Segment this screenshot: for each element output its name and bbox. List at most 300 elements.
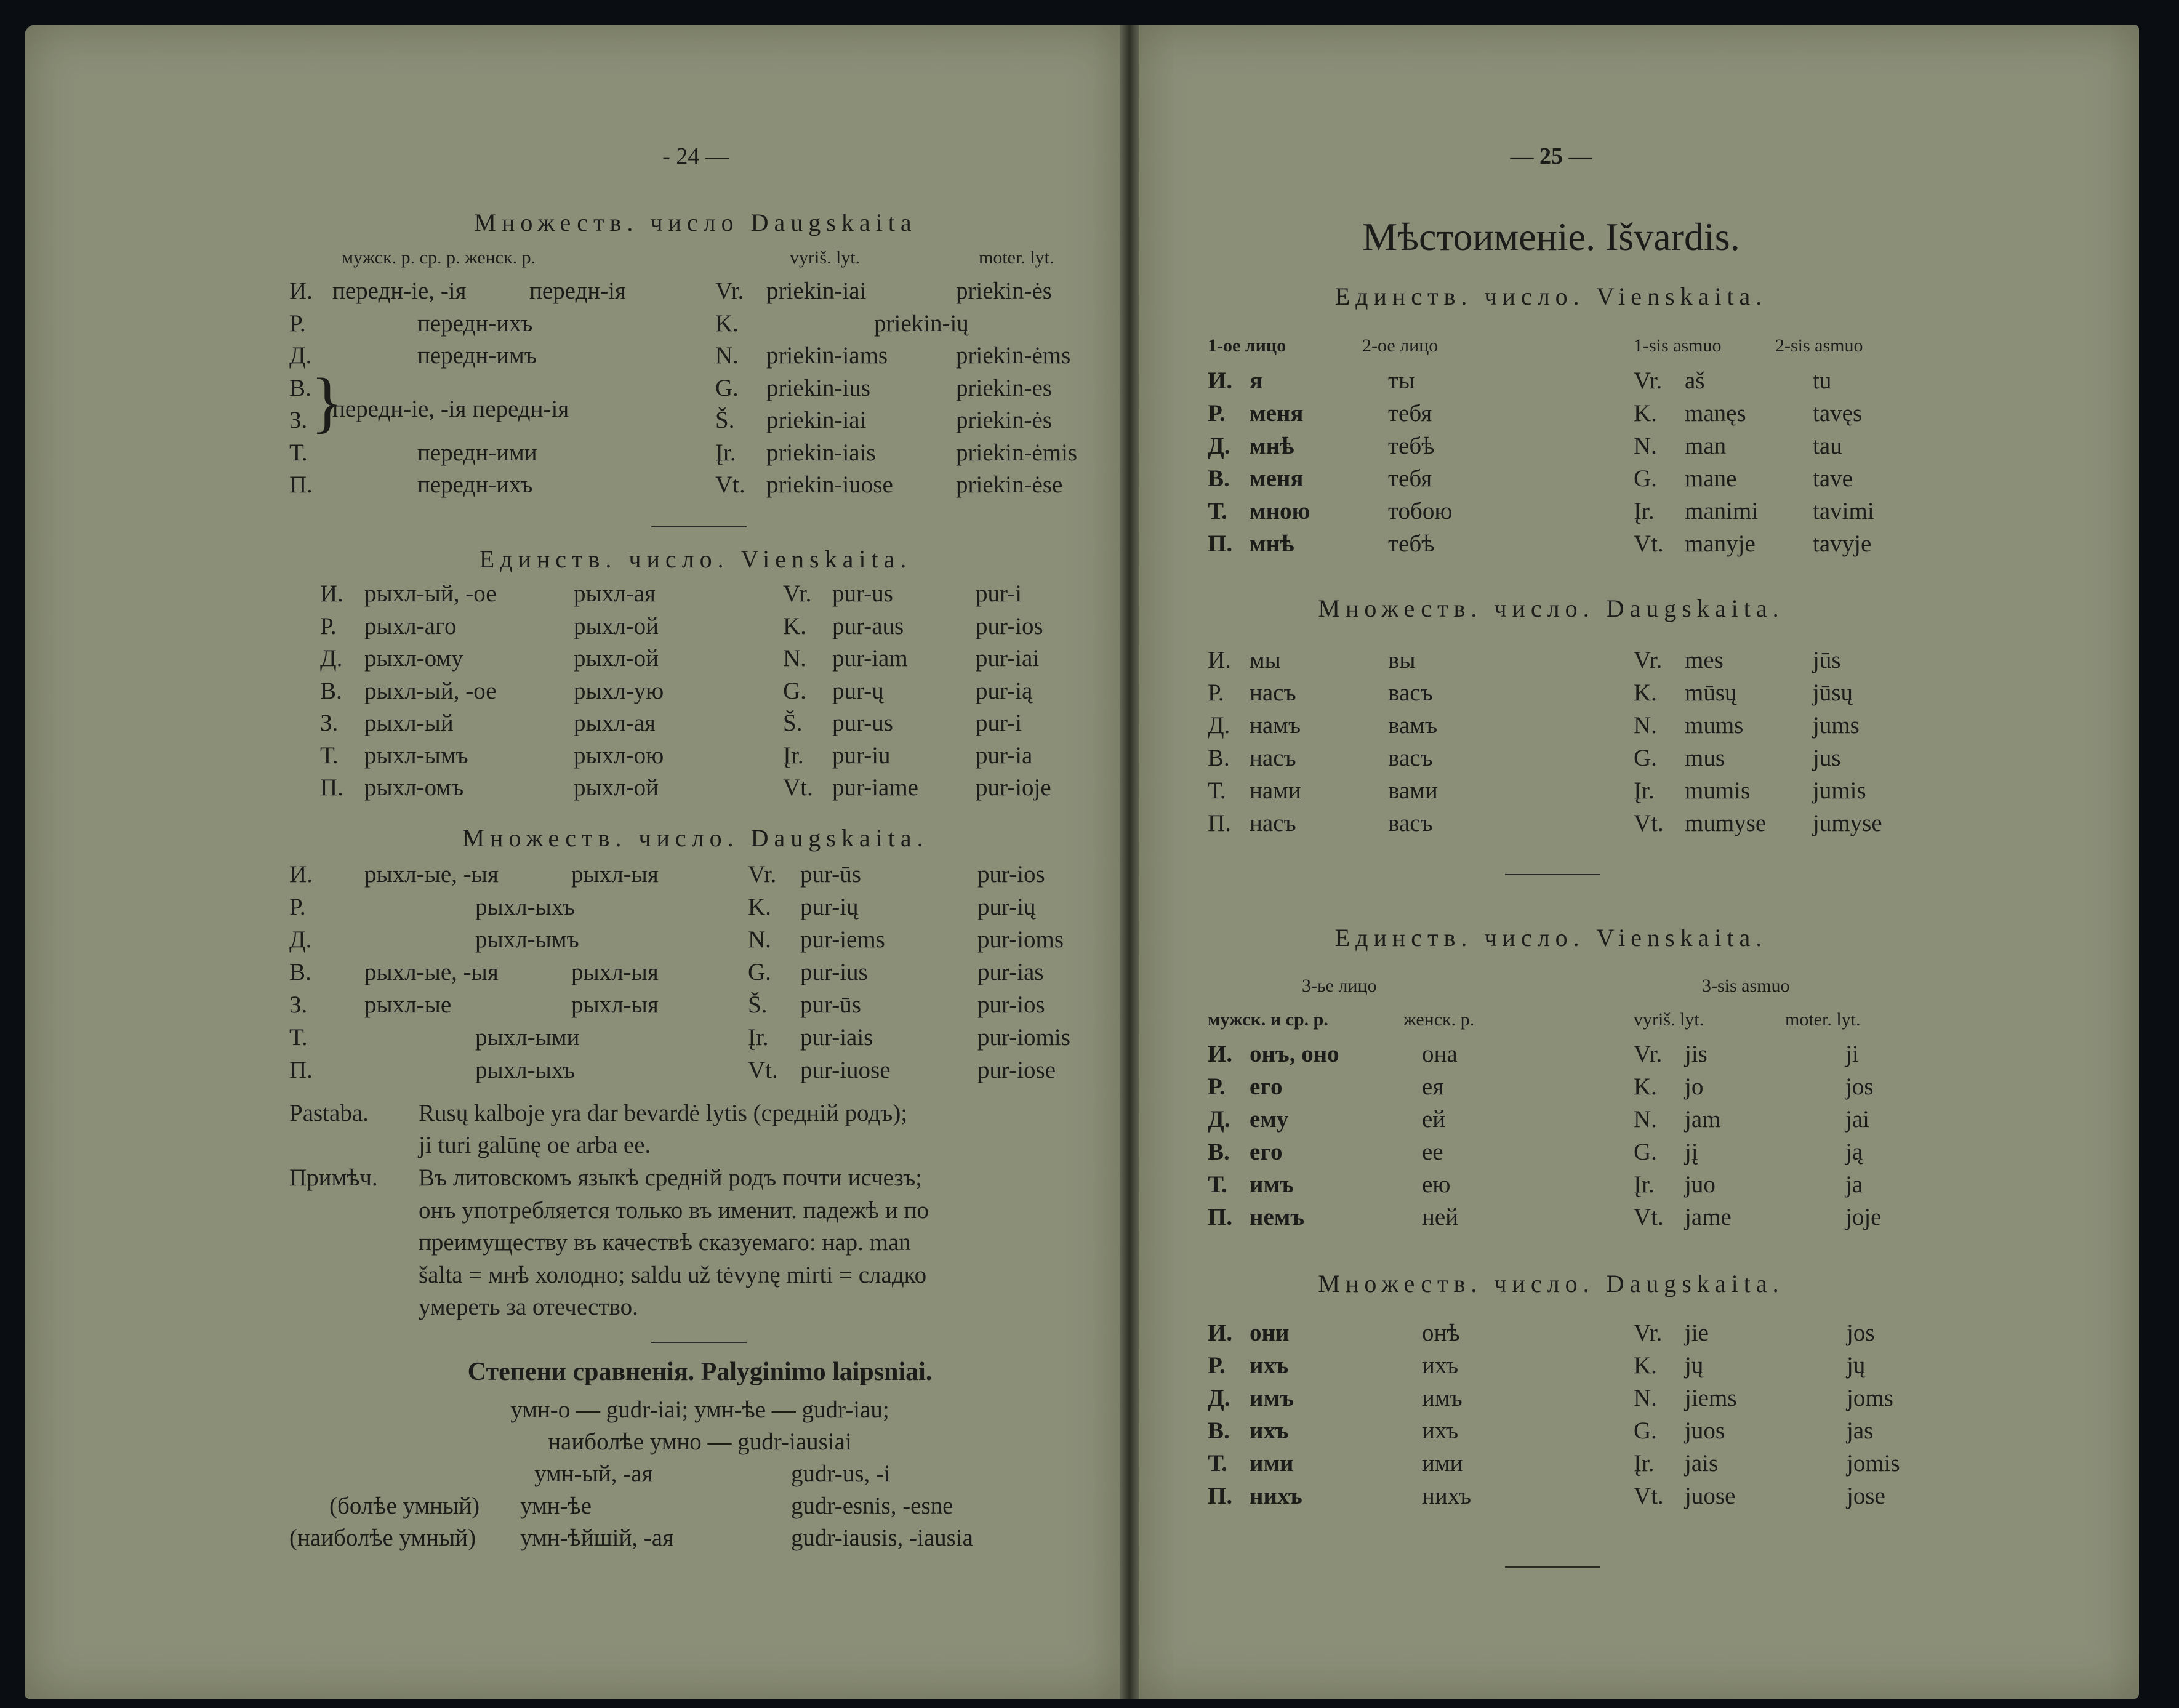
ru-form-a: имъ <box>1250 1385 1294 1411</box>
left-plural-header: Множеств. число Daugskaita <box>474 209 917 236</box>
case-label: Р. <box>1208 400 1226 427</box>
comparison-ru: умн-ый, -ая <box>534 1461 653 1487</box>
ru-form-a: онъ, оно <box>1250 1041 1339 1067</box>
lt-case-label: K. <box>1634 1073 1657 1100</box>
ru-form-b: тебѣ <box>1388 531 1435 557</box>
lt-case-label: N. <box>1634 1106 1657 1133</box>
case-label: Д. <box>1208 1385 1230 1411</box>
case-label: Р. <box>1208 1352 1226 1379</box>
case-label: В. <box>289 374 311 401</box>
case-label: Д. <box>289 926 312 953</box>
ru-masc-form: передн-ими <box>417 439 537 466</box>
lt-form-b: joje <box>1845 1204 1882 1230</box>
ru-form-a: нихъ <box>1250 1483 1302 1509</box>
lt-masc-form: pur-iame <box>832 774 918 801</box>
lt-masc-form: priekin-iuose <box>766 471 893 498</box>
lt-case-label: Įr. <box>1634 498 1655 524</box>
lt-form-b: jos <box>1847 1320 1875 1346</box>
lt-form-a: jais <box>1685 1450 1719 1477</box>
lt-case-label: K. <box>715 310 739 337</box>
case-label: В. <box>1208 745 1230 771</box>
lt-fem-form: pur-ios <box>976 612 1043 639</box>
ru-masc-form: рыхл-ые, -ыя <box>364 861 499 888</box>
book-gutter <box>1120 25 1139 1699</box>
case-label: П. <box>1208 531 1233 557</box>
ru-form-b: вы <box>1388 647 1416 673</box>
lt-form-b: jūs <box>1813 647 1841 673</box>
lt-masc-form: pur-iam <box>832 645 908 672</box>
right-sg-header: Единств. число. Vienskaita. <box>1334 283 1768 310</box>
lt-form-a: mes <box>1685 647 1724 673</box>
lt-form-b: jumyse <box>1813 810 1882 836</box>
lt-fem-form: priekin-ėmis <box>956 439 1078 466</box>
ru-form-b: ими <box>1422 1450 1463 1477</box>
lt-form-b: tavimi <box>1813 498 1874 524</box>
lt-form-a: jame <box>1685 1204 1732 1230</box>
case-label: П. <box>1208 1204 1233 1230</box>
lt-case-label: N. <box>1634 712 1657 739</box>
lt-form-b: ji <box>1845 1041 1859 1067</box>
lt-masc-form: priekin-iais <box>766 439 876 466</box>
lt-case-label: Š. <box>715 407 735 433</box>
ru-form-b: вамъ <box>1388 712 1438 739</box>
comparison-line-1: умн-о — gudr-iai; умн-ѣе — gudr-iau; <box>510 1397 889 1423</box>
col-head-fem-ru: женск. р. <box>1403 1009 1475 1030</box>
lt-masc-form: pur-ių <box>800 894 859 920</box>
lt-case-label: Įr. <box>748 1024 769 1051</box>
ru-fem-form: рыхл-ой <box>574 774 659 801</box>
lt-case-label: Vr. <box>748 861 777 888</box>
lt-case-label: G. <box>715 374 739 401</box>
lt-form-b: jai <box>1845 1106 1869 1133</box>
plural-vz-forms: передн-іе, -ія передн-ія <box>332 396 569 422</box>
lt-form-a: jų <box>1685 1352 1704 1379</box>
lt-form-b: joms <box>1847 1385 1893 1411</box>
case-label: В. <box>289 959 311 985</box>
ru-form-b: ее <box>1422 1139 1443 1165</box>
case-label: Д. <box>289 342 312 369</box>
ru-form-b: ней <box>1422 1204 1459 1230</box>
ru-fem-form: рыхл-ой <box>574 645 659 672</box>
ru-form-a: мною <box>1250 498 1310 524</box>
case-label: И. <box>320 580 343 607</box>
lt-fem-form: pur-ią <box>976 677 1033 704</box>
lt-form-b: tu <box>1813 367 1832 394</box>
lt-case-label: K. <box>1634 680 1657 706</box>
lt-case-label: Vt. <box>715 471 745 498</box>
ru-masc-form: рыхл-ыхъ <box>475 1057 576 1083</box>
lt-case-label: Įr. <box>1634 1171 1655 1198</box>
lt-form-b: tau <box>1813 433 1842 459</box>
section-divider <box>651 1342 747 1343</box>
lt-case-label: N. <box>1634 1385 1657 1411</box>
lt-case-label: G. <box>1634 465 1657 492</box>
right-pl-header: Множеств. число. Daugskaita. <box>1318 595 1784 622</box>
case-label: Т. <box>320 742 339 769</box>
ru-fem-form: рыхл-ая <box>574 580 656 607</box>
lt-form-a: manimi <box>1685 498 1759 524</box>
case-label: Р. <box>289 894 306 920</box>
case-label: Т. <box>1208 498 1227 524</box>
ru-form-a: его <box>1250 1139 1283 1165</box>
lt-form-a: juo <box>1685 1171 1716 1198</box>
ru-masc-form: рыхл-ымъ <box>475 926 579 953</box>
lt-case-label: G. <box>783 677 806 704</box>
lt-form-a: jį <box>1685 1139 1698 1165</box>
lt-fem-form: pur-i <box>976 580 1022 607</box>
case-label: Т. <box>1208 1171 1227 1198</box>
comparison-lt: gudr-esnis, -esne <box>791 1493 953 1519</box>
lt-case-label: Įr. <box>1634 777 1655 804</box>
primech-line: Въ литовскомъ языкѣ средній родъ почти исчезъ; <box>419 1165 923 1191</box>
lt-case-label: Vt. <box>1634 1204 1664 1230</box>
lt-form-a: juose <box>1685 1483 1736 1509</box>
lt-masc-form: pur-aus <box>832 612 904 639</box>
lt-form-a: juos <box>1685 1417 1725 1444</box>
plural-gender-lt-f: moter. lyt. <box>979 247 1054 268</box>
case-label: Т. <box>1208 1450 1227 1477</box>
lt-case-label: Vt. <box>783 774 813 801</box>
ru-masc-form: рыхл-ыхъ <box>475 894 576 920</box>
ru-masc-form: рыхл-ымъ <box>364 742 468 769</box>
col-head-2nd-ru: 2-ое лицо <box>1362 335 1439 356</box>
ru-form-a: мы <box>1250 647 1281 673</box>
col-head-1st-ru: 1-ое лицо <box>1208 335 1286 356</box>
lt-form-a: mūsų <box>1685 680 1737 706</box>
case-label: Д. <box>1208 712 1230 739</box>
right-page <box>1139 25 2139 1699</box>
lt-masc-form: pur-ų <box>832 677 884 704</box>
ru-masc-form: рыхл-ыми <box>475 1024 580 1051</box>
lt-case-label: K. <box>783 612 806 639</box>
lt-case-label: G. <box>1634 1417 1657 1444</box>
lt-case-label: Įr. <box>783 742 804 769</box>
lt-case-label: K. <box>748 894 771 920</box>
ru-form-b: тобою <box>1388 498 1453 524</box>
lt-case-label: Š. <box>783 710 803 736</box>
ru-fem-form: рыхл-ою <box>574 742 664 769</box>
section-divider <box>651 526 747 527</box>
case-label: В. <box>320 677 342 704</box>
case-label: Д. <box>1208 433 1230 459</box>
case-label: П. <box>1208 810 1231 836</box>
lt-case-label: N. <box>715 342 739 369</box>
ru-masc-form: рыхл-ый, -ое <box>364 677 497 704</box>
ru-form-a: мнѣ <box>1250 531 1294 557</box>
lt-case-label: Vr. <box>1634 1320 1663 1346</box>
ru-form-a: ихъ <box>1250 1417 1289 1444</box>
lt-form-a: manęs <box>1685 400 1746 427</box>
lt-case-label: N. <box>748 926 771 953</box>
lt-fem-form: pur-ias <box>977 959 1044 985</box>
ru-masc-form: рыхл-ые, -ыя <box>364 959 499 985</box>
lt-form-a: jis <box>1685 1041 1707 1067</box>
lt-case-label: Š. <box>748 992 768 1018</box>
section-divider <box>1505 874 1600 875</box>
right-sg3-header: Единств. число. Vienskaita. <box>1334 924 1768 952</box>
comparison-lt: gudr-iausis, -iausia <box>791 1525 973 1551</box>
lt-case-label: Vr. <box>1634 647 1663 673</box>
pronoun-title: Мѣстоименіе. Išvardis. <box>1362 215 1740 259</box>
primech-line: преимуществу въ качествѣ сказуемаго: нар. man <box>419 1229 911 1256</box>
lt-case-label: N. <box>1634 433 1657 459</box>
ru-form-a: насъ <box>1250 745 1296 771</box>
case-label: И. <box>1208 1320 1233 1346</box>
lt-masc-form: priekin-iams <box>766 342 888 369</box>
ru-form-b: тебя <box>1388 465 1432 492</box>
lt-fem-form: priekin-ės <box>956 407 1052 433</box>
ru-form-b: нихъ <box>1422 1483 1471 1509</box>
case-label: В. <box>1208 1417 1230 1444</box>
primech-line: онъ употребляется только въ именит. падежѣ и по <box>419 1197 929 1224</box>
lt-masc-form: pur-us <box>832 710 893 736</box>
ru-masc-form: рыхл-ые <box>364 992 452 1018</box>
sg3-person-lt: 3-sis asmuo <box>1702 976 1790 996</box>
lt-fem-form: pur-ių <box>977 894 1036 920</box>
lt-form-b: ją <box>1845 1139 1863 1165</box>
lt-form-b: jumis <box>1813 777 1866 804</box>
case-label: Д. <box>1208 1106 1230 1133</box>
ru-form-a: ими <box>1250 1450 1294 1477</box>
lt-form-b: jus <box>1813 745 1841 771</box>
col-head-fem-lt: moter. lyt. <box>1785 1009 1861 1030</box>
sg3-person-ru: 3-ье лицо <box>1302 976 1377 996</box>
comparison-label: (болѣе умный) <box>329 1493 480 1519</box>
col-head-masc-ru: мужск. и ср. р. <box>1208 1009 1328 1030</box>
lt-case-label: K. <box>1634 400 1657 427</box>
case-label: З. <box>320 710 339 736</box>
case-label: И. <box>1208 1041 1233 1067</box>
left-page-number: - 24 — <box>662 143 729 169</box>
ru-form-b: ею <box>1422 1171 1451 1198</box>
ru-fem-form: рыхл-ой <box>574 612 659 639</box>
comparison-lt: gudr-us, -i <box>791 1461 891 1487</box>
lt-form-b: jūsų <box>1813 680 1853 706</box>
lt-form-b: tavyje <box>1813 531 1872 557</box>
pastaba-line-1: Rusų kalboje yra dar bevardė lytis (средній родъ); <box>419 1100 908 1126</box>
case-label: Р. <box>1208 680 1224 706</box>
lt-form-b: tavęs <box>1813 400 1863 427</box>
lt-masc-form: pur-iais <box>800 1024 873 1051</box>
lt-case-label: G. <box>1634 1139 1657 1165</box>
lt-form-a: mumis <box>1685 777 1751 804</box>
col-head-2nd-lt: 2-sis asmuo <box>1775 335 1863 356</box>
lt-form-b: jas <box>1847 1417 1874 1444</box>
lt-masc-form: priekin-ius <box>766 374 870 401</box>
lt-fem-form: priekin-ės <box>956 278 1052 304</box>
ru-masc-form: рыхл-ый, -ое <box>364 580 497 607</box>
ru-fem-form: рыхл-ыя <box>571 992 659 1018</box>
ru-form-b: тебѣ <box>1388 433 1435 459</box>
ru-form-a: ихъ <box>1250 1352 1289 1379</box>
lt-masc-form: pur-iuose <box>800 1057 891 1083</box>
ru-form-a: ему <box>1250 1106 1289 1133</box>
case-label: Р. <box>320 612 337 639</box>
col-head-masc-lt: vyriš. lyt. <box>1634 1009 1704 1030</box>
ru-form-b: ихъ <box>1422 1352 1459 1379</box>
lt-form-a: jiems <box>1685 1385 1737 1411</box>
pastaba-label: Pastaba. <box>289 1100 369 1126</box>
ru-fem-form: передн-ія <box>529 278 626 304</box>
ru-fem-form: рыхл-ыя <box>571 959 659 985</box>
ru-form-b: ея <box>1422 1073 1444 1100</box>
ru-masc-form: передн-ихъ <box>417 471 533 498</box>
right-page-number: — 25 — <box>1510 143 1592 169</box>
lt-form-a: jam <box>1685 1106 1721 1133</box>
ru-masc-form: рыхл-ому <box>364 645 463 672</box>
comparison-title: Степени сравненія. Palyginimo laipsniai. <box>467 1358 933 1386</box>
left-singular-header: Единств. число. Vienskaita. <box>479 545 912 573</box>
ru-form-b: имъ <box>1422 1385 1463 1411</box>
plural-gender-lt-m: vyriš. lyt. <box>790 247 861 268</box>
comparison-label: (наиболѣе умный) <box>289 1525 476 1551</box>
ru-fem-form: рыхл-ыя <box>571 861 659 888</box>
case-label: В. <box>1208 465 1230 492</box>
lt-fem-form: pur-ios <box>977 861 1045 888</box>
lt-form-a: manyje <box>1685 531 1756 557</box>
lt-case-label: Vt. <box>1634 1483 1664 1509</box>
lt-case-label: Įr. <box>715 439 736 466</box>
lt-form-a: mane <box>1685 465 1737 492</box>
ru-form-a: нами <box>1250 777 1301 804</box>
lt-form-b: jos <box>1845 1073 1874 1100</box>
case-label: П. <box>1208 1483 1233 1509</box>
lt-fem-form: priekin-ėms <box>956 342 1071 369</box>
lt-case-label: N. <box>783 645 806 672</box>
lt-masc-form: pur-ius <box>800 959 868 985</box>
ru-masc-form: передн-іе, -ія <box>332 278 467 304</box>
case-label: И. <box>1208 367 1233 394</box>
lt-fem-form: pur-ia <box>976 742 1033 769</box>
case-label: Т. <box>289 1024 308 1051</box>
lt-fem-form: pur-iose <box>977 1057 1056 1083</box>
lt-form-a: aš <box>1685 367 1705 394</box>
brace: } <box>311 364 343 439</box>
lt-form-a: man <box>1685 433 1727 459</box>
lt-form-a: jie <box>1685 1320 1709 1346</box>
lt-masc-form: pur-ūs <box>800 861 861 888</box>
lt-case-label: G. <box>1634 745 1657 771</box>
ru-form-a: меня <box>1250 465 1304 492</box>
case-label: И. <box>289 278 313 304</box>
ru-form-b: она <box>1422 1041 1458 1067</box>
ru-fem-form: рыхл-ая <box>574 710 656 736</box>
case-label: П. <box>289 471 313 498</box>
ru-form-a: насъ <box>1250 680 1296 706</box>
lt-case-label: Vr. <box>715 278 744 304</box>
case-label: Р. <box>1208 1073 1226 1100</box>
case-label: З. <box>289 992 308 1018</box>
ru-masc-form: рыхл-аго <box>364 612 457 639</box>
case-label: Д. <box>320 645 343 672</box>
case-label: Т. <box>1208 777 1226 804</box>
ru-masc-form: рыхл-ый <box>364 710 454 736</box>
lt-fem-form: pur-ios <box>977 992 1045 1018</box>
ru-form-b: вами <box>1388 777 1438 804</box>
ru-form-a: немъ <box>1250 1204 1305 1230</box>
lt-form-b: tave <box>1813 465 1853 492</box>
ru-form-b: васъ <box>1388 745 1433 771</box>
ru-form-b: тебя <box>1388 400 1432 427</box>
plural-gender-ru: мужск. р. ср. р. женск. р. <box>342 247 536 268</box>
lt-case-label: Vr. <box>1634 1041 1663 1067</box>
ru-form-b: ты <box>1388 367 1415 394</box>
lt-form-b: jomis <box>1847 1450 1900 1477</box>
lt-form-b: ja <box>1845 1171 1863 1198</box>
case-label: З. <box>289 407 308 433</box>
lt-fem-form: pur-i <box>976 710 1022 736</box>
right-pl3-header: Множеств. число. Daugskaita. <box>1318 1270 1784 1297</box>
lt-case-label: Vt. <box>1634 531 1664 557</box>
lt-form-a: jo <box>1685 1073 1704 1100</box>
ru-form-a: они <box>1250 1320 1290 1346</box>
left-plural2-header: Множеств. число. Daugskaita. <box>462 824 929 852</box>
lt-fem-form: priekin-es <box>956 374 1052 401</box>
section-divider <box>1505 1566 1600 1568</box>
lt-fem-form: priekin-ėse <box>956 471 1063 498</box>
ru-form-b: васъ <box>1388 680 1433 706</box>
ru-form-a: его <box>1250 1073 1283 1100</box>
ru-form-a: меня <box>1250 400 1304 427</box>
lt-form-a: mums <box>1685 712 1744 739</box>
primech-line: šalta = мнѣ холодно; saldu už tėvynę mirti = сладко <box>419 1261 927 1288</box>
lt-masc-form: pur-iu <box>832 742 891 769</box>
ru-form-b: васъ <box>1388 810 1433 836</box>
lt-form-b: jų <box>1847 1352 1866 1379</box>
lt-masc-form: priekin-iai <box>766 407 867 433</box>
ru-form-a: я <box>1250 367 1263 394</box>
lt-form-a: mus <box>1685 745 1725 771</box>
ru-masc-form: передн-имъ <box>417 342 537 369</box>
lt-masc-form: pur-iems <box>800 926 885 953</box>
primech-line: умереть за отечество. <box>419 1294 638 1320</box>
lt-form-b: jums <box>1813 712 1860 739</box>
lt-case-label: Vt. <box>748 1057 778 1083</box>
lt-form-a: mumyse <box>1685 810 1767 836</box>
lt-masc-form: priekin-ių <box>874 310 969 337</box>
comparison-ru: умн-ѣйшій, -ая <box>520 1525 674 1551</box>
case-label: П. <box>320 774 343 801</box>
ru-fem-form: рыхл-ую <box>574 677 664 704</box>
ru-form-a: имъ <box>1250 1171 1294 1198</box>
lt-masc-form: pur-ūs <box>800 992 861 1018</box>
lt-masc-form: priekin-iai <box>766 278 867 304</box>
lt-fem-form: pur-iai <box>976 645 1040 672</box>
ru-form-b: ихъ <box>1422 1417 1459 1444</box>
lt-case-label: Įr. <box>1634 1450 1655 1477</box>
lt-fem-form: pur-ioje <box>976 774 1051 801</box>
lt-form-b: jose <box>1847 1483 1885 1509</box>
case-label: В. <box>1208 1139 1230 1165</box>
ru-form-b: ей <box>1422 1106 1446 1133</box>
lt-fem-form: pur-iomis <box>977 1024 1070 1051</box>
lt-case-label: G. <box>748 959 771 985</box>
ru-masc-form: рыхл-омъ <box>364 774 464 801</box>
ru-form-a: насъ <box>1250 810 1296 836</box>
col-head-1st-lt: 1-sis asmuo <box>1634 335 1722 356</box>
ru-form-a: намъ <box>1250 712 1301 739</box>
primech-label: Примѣч. <box>289 1165 378 1191</box>
ru-masc-form: передн-ихъ <box>417 310 533 337</box>
comparison-line-2: наиболѣе умно — gudr-iausiai <box>548 1429 852 1455</box>
ru-form-a: мнѣ <box>1250 433 1294 459</box>
case-label: И. <box>289 861 313 888</box>
pastaba-line-2: ji turi galūnę ое arba ее. <box>419 1132 651 1158</box>
lt-case-label: Vt. <box>1634 810 1664 836</box>
lt-fem-form: pur-ioms <box>977 926 1064 953</box>
comparison-ru: умн-ѣе <box>520 1493 592 1519</box>
lt-case-label: Vr. <box>1634 367 1663 394</box>
